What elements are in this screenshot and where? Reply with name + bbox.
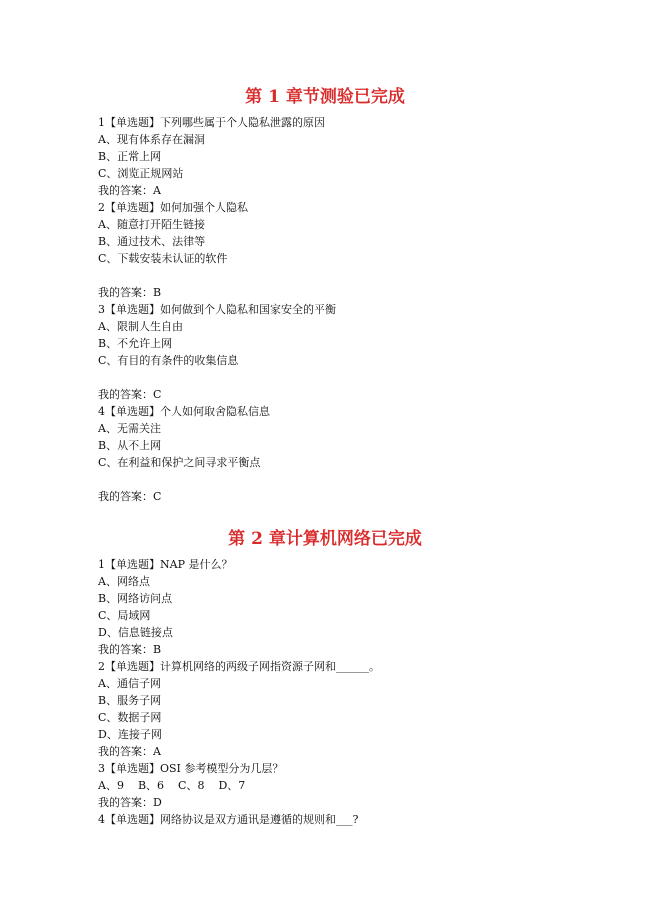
question-stem: 2【单选题】计算机网络的两级子网指资源子网和______。 [98, 660, 380, 673]
chapter-1-title: 第 1 章节测验已完成 [245, 87, 405, 107]
option-c: C、浏览正规网站 [98, 167, 184, 180]
option-a: A、9 [98, 779, 124, 792]
option-b: B、不允许上网 [98, 337, 173, 350]
option-b: B、服务子网 [98, 694, 162, 707]
spacer [98, 369, 598, 386]
question-1-3 [98, 301, 598, 403]
question-1-4 [98, 403, 598, 505]
option-d: D、连接子网 [98, 728, 162, 741]
option-c: C、局域网 [98, 609, 151, 622]
option-b: B、6 [137, 779, 165, 792]
question-2-1 [98, 556, 598, 658]
question-2-2 [98, 658, 598, 760]
option-b: B、通过技术、法律等 [98, 235, 206, 248]
option-c: C、在利益和保护之间寻求平衡点 [98, 456, 261, 469]
chapter-1-section [98, 114, 598, 505]
option-a: A、通信子网 [98, 677, 161, 690]
my-answer: 我的答案：B [98, 286, 162, 299]
option-a: A、网络点 [98, 575, 150, 588]
chapter-2-section [98, 556, 598, 828]
option-c: C、数据子网 [98, 711, 162, 724]
question-2-4 [98, 811, 598, 828]
option-a: A、限制人生自由 [98, 320, 183, 333]
spacer [98, 471, 598, 488]
option-d: D、信息链接点 [98, 626, 173, 639]
question-1-1 [98, 114, 598, 199]
my-answer: 我的答案：A [98, 745, 161, 758]
option-d: D、7 [218, 779, 246, 792]
question-stem: 3【单选题】如何做到个人隐私和国家安全的平衡 [98, 303, 336, 316]
question-stem: 1【单选题】下列哪些属于个人隐私泄露的原因 [98, 116, 325, 129]
my-answer: 我的答案：A [98, 184, 161, 197]
question-1-2 [98, 199, 598, 301]
question-stem: 2【单选题】如何加强个人隐私 [98, 201, 248, 214]
option-b: B、从不上网 [98, 439, 162, 452]
my-answer: 我的答案：D [98, 796, 162, 809]
option-c: C、8 [178, 779, 205, 792]
my-answer: 我的答案：B [98, 643, 162, 656]
option-c: C、下载安装未认证的软件 [98, 252, 228, 265]
option-b: B、正常上网 [98, 150, 162, 163]
spacer [98, 267, 598, 284]
option-a: A、现有体系存在漏洞 [98, 133, 205, 146]
question-stem: 1【单选题】NAP 是什么？ [98, 558, 233, 571]
my-answer: 我的答案：C [98, 490, 162, 503]
option-c: C、有目的有条件的收集信息 [98, 354, 239, 367]
question-stem: 4【单选题】个人如何取舍隐私信息 [98, 405, 270, 418]
my-answer: 我的答案：C [98, 388, 162, 401]
chapter-2-title: 第 2 章计算机网络已完成 [228, 529, 422, 549]
option-b: B、网络访问点 [98, 592, 173, 605]
question-stem: 3【单选题】OSI 参考模型分为几层？ [98, 762, 284, 775]
question-2-3 [98, 760, 598, 811]
inline-options [98, 777, 598, 794]
option-a: A、无需关注 [98, 422, 161, 435]
question-stem: 4【单选题】网络协议是双方通讯是遵循的规则和___? [98, 813, 359, 826]
option-a: A、随意打开陌生链接 [98, 218, 205, 231]
